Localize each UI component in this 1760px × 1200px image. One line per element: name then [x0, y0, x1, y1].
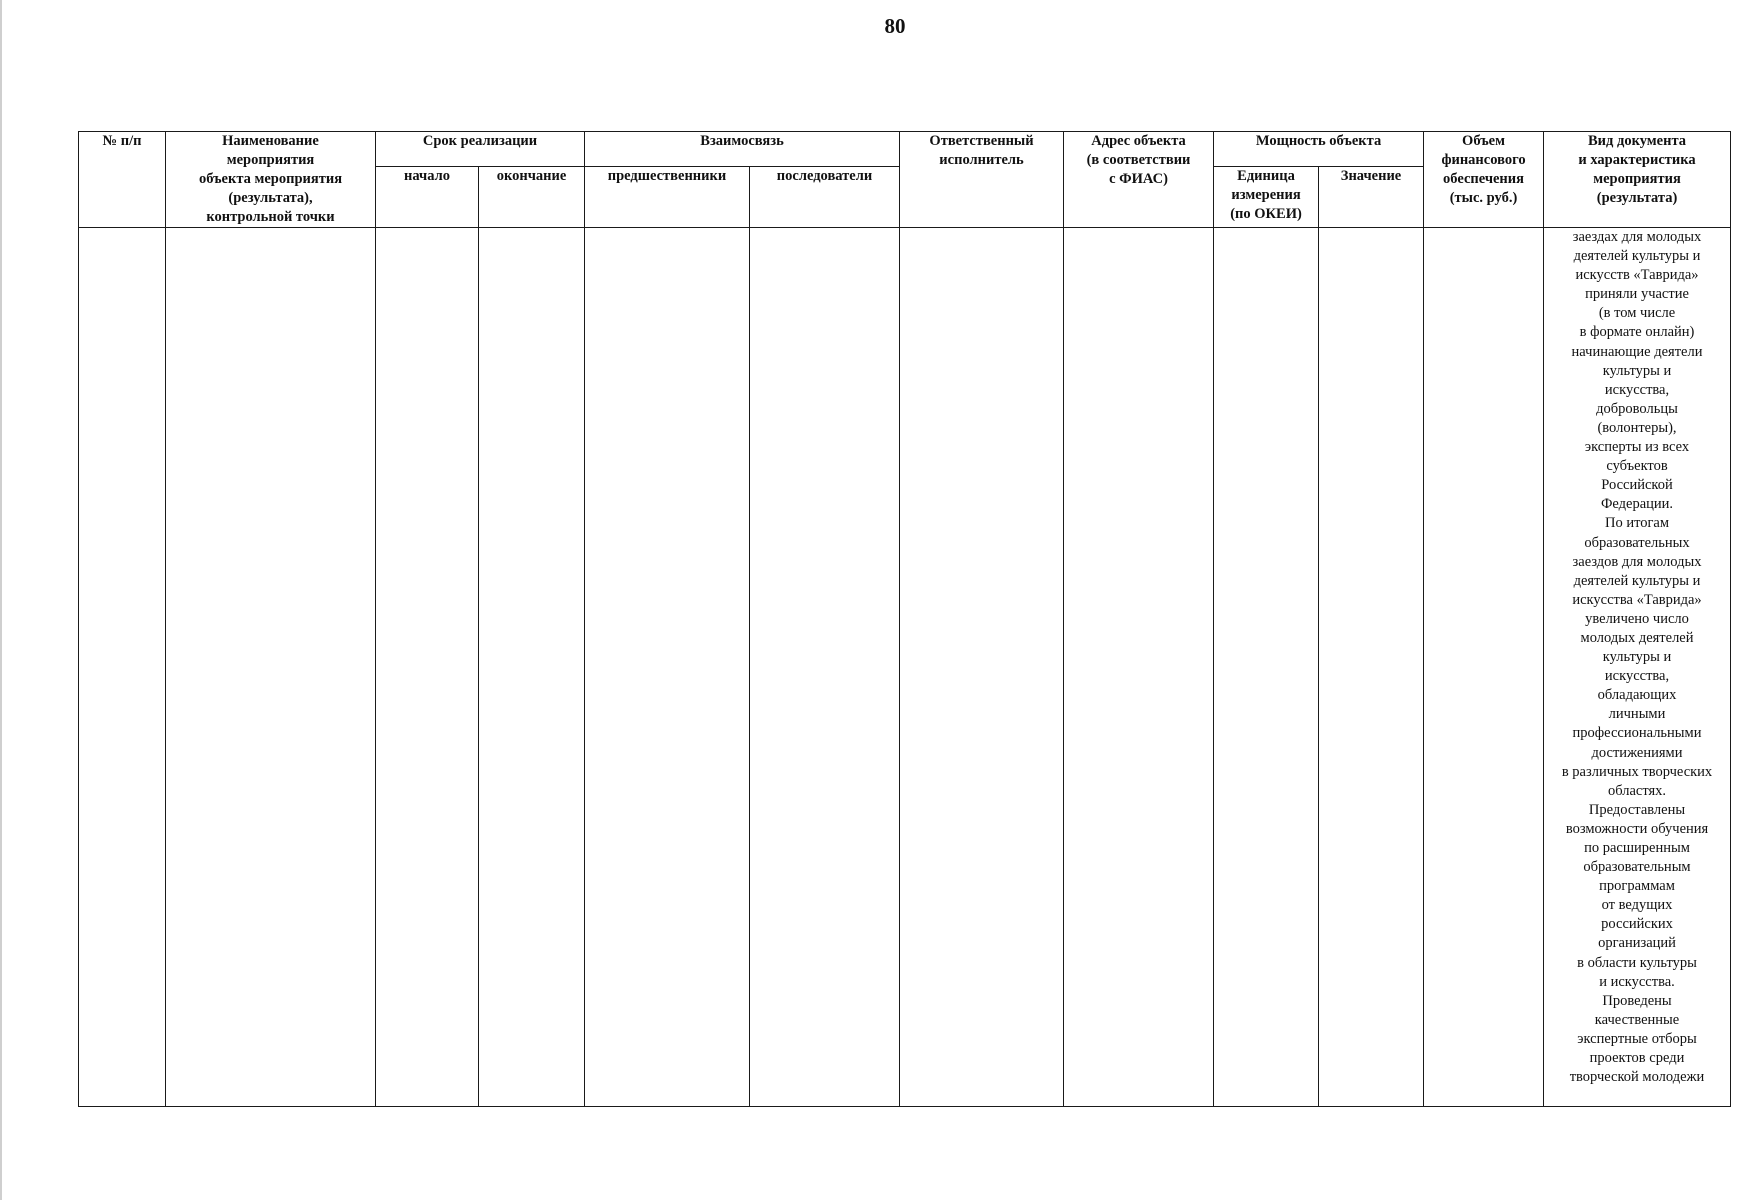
- header-document-type: [1544, 132, 1731, 228]
- document-text-line: искусств «Таврида»: [1575, 267, 1699, 284]
- cell-finance: [1424, 228, 1544, 1107]
- document-text-line: искусства,: [1604, 381, 1670, 398]
- document-text-line: молодых деятелей: [1580, 629, 1694, 646]
- table-row: [79, 228, 1731, 1107]
- header-line: мероприятия: [226, 152, 315, 168]
- header-line: измерения: [1231, 186, 1301, 203]
- header-line: мероприятия: [1593, 171, 1681, 187]
- document-text-line: увеличено число: [1585, 610, 1689, 627]
- cell-predecessors: [585, 228, 750, 1107]
- activity-plan-table: [78, 131, 1731, 1107]
- document-text-line: искусства «Таврида»: [1572, 591, 1702, 608]
- document-text-line: творческой молодежи: [1569, 1069, 1705, 1086]
- document-text-line: проектов среди: [1589, 1050, 1685, 1067]
- header-finance: [1424, 132, 1544, 228]
- cell-period-end: [479, 228, 585, 1107]
- header-line: объекта мероприятия: [198, 171, 343, 187]
- document-text-line: начинающие деятели: [1571, 343, 1703, 360]
- document-text-line: программам: [1599, 878, 1675, 895]
- header-activity-name: [166, 132, 376, 228]
- document-text-line: Проведены: [1602, 992, 1672, 1009]
- document-text-line: достижениями: [1591, 744, 1683, 761]
- header-line: исполнитель: [939, 152, 1024, 168]
- document-text-line: (в том числе: [1598, 305, 1676, 322]
- document-text-line: в формате онлайн): [1579, 324, 1695, 341]
- header-line: контрольной точки: [206, 209, 335, 225]
- header-line: Адрес объекта: [1091, 133, 1186, 149]
- document-text-line: деятелей культуры и: [1573, 248, 1701, 265]
- header-line: Наименование: [222, 133, 319, 149]
- cell-activity-name: [166, 228, 376, 1107]
- document-text-line: образовательным: [1583, 859, 1691, 876]
- header-period: Срок реализации: [376, 132, 585, 167]
- header-predecessors: предшественники: [585, 166, 750, 227]
- header-line: с ФИАС): [1109, 171, 1168, 187]
- header-line: (тыс. руб.): [1449, 190, 1518, 206]
- header-line: обеспечения: [1443, 171, 1524, 187]
- document-text-line: (волонтеры),: [1597, 419, 1677, 436]
- document-text-line: по расширенным: [1584, 840, 1690, 856]
- document-text-line: деятелей культуры и: [1573, 572, 1701, 589]
- document-text-line: По итогам: [1604, 515, 1670, 532]
- header-line: Объем: [1462, 133, 1505, 149]
- document-text-line: искусства,: [1604, 668, 1670, 685]
- document-text-line: заездах для молодых: [1572, 229, 1702, 245]
- document-text-line: организаций: [1598, 935, 1676, 952]
- cell-address: [1064, 228, 1214, 1107]
- header-line: Ответственный: [929, 133, 1034, 149]
- cell-responsible: [900, 228, 1064, 1107]
- document-text-line: качественные: [1594, 1011, 1680, 1028]
- document-text-line: обладающих: [1597, 687, 1677, 704]
- header-address: [1064, 132, 1214, 228]
- document-text-line: добровольцы: [1596, 400, 1678, 417]
- header-line: (в соответствии: [1086, 152, 1191, 168]
- cell-value: [1319, 228, 1424, 1107]
- document-text-line: культуры и: [1602, 362, 1672, 379]
- document-text-line: субъектов: [1606, 458, 1668, 475]
- document-text-line: Предоставлены: [1588, 801, 1686, 818]
- header-responsible: [900, 132, 1064, 228]
- document-text-line: в различных творческих: [1561, 763, 1713, 780]
- document-text-line: российских: [1601, 916, 1673, 933]
- document-description: [1544, 228, 1730, 1087]
- document-text-line: возможности обучения: [1565, 820, 1709, 837]
- document-text-line: от ведущих: [1601, 897, 1673, 914]
- header-line: (результата),: [228, 190, 313, 206]
- header-line: и характеристика: [1578, 152, 1696, 168]
- header-value: Значение: [1319, 166, 1424, 227]
- document-text-line: приняли участие: [1585, 286, 1689, 303]
- document-text-line: Российской: [1601, 477, 1673, 494]
- document-text-line: в области культуры: [1577, 954, 1697, 971]
- header-capacity: Мощность объекта: [1214, 132, 1424, 167]
- cell-unit: [1214, 228, 1319, 1107]
- header-number: № п/п: [79, 132, 166, 228]
- document-text-line: личными: [1608, 706, 1666, 723]
- document-text-line: и искусства.: [1599, 973, 1675, 990]
- header-line: финансового: [1441, 152, 1526, 168]
- document-text-line: Федерации.: [1600, 496, 1674, 513]
- header-relation: Взаимосвязь: [585, 132, 900, 167]
- page-number: 80: [884, 14, 906, 38]
- header-line: (результата): [1596, 190, 1678, 206]
- document-text-line: областях.: [1607, 782, 1667, 799]
- document-text-line: заездов для молодых: [1572, 553, 1702, 570]
- document-text-line: образовательных: [1584, 534, 1690, 551]
- header-row-1: [79, 132, 1731, 167]
- header-successors: последователи: [750, 166, 900, 227]
- cell-number: [79, 228, 166, 1107]
- page-left-edge: [0, 0, 2, 1200]
- header-line: Единица: [1237, 167, 1295, 184]
- header-line: Вид документа: [1588, 133, 1687, 149]
- header-line: (по ОКЕИ): [1230, 205, 1302, 222]
- cell-successors: [750, 228, 900, 1107]
- cell-period-start: [376, 228, 479, 1107]
- header-period-end: окончание: [479, 166, 585, 227]
- header-period-start: начало: [376, 166, 479, 227]
- document-text-line: экспертные отборы: [1577, 1030, 1697, 1047]
- document-text-line: профессиональными: [1572, 725, 1702, 742]
- document-text-line: культуры и: [1602, 649, 1672, 666]
- document-text-line: эксперты из всех: [1584, 439, 1690, 456]
- header-unit: [1214, 166, 1319, 227]
- cell-document-type: [1544, 228, 1731, 1107]
